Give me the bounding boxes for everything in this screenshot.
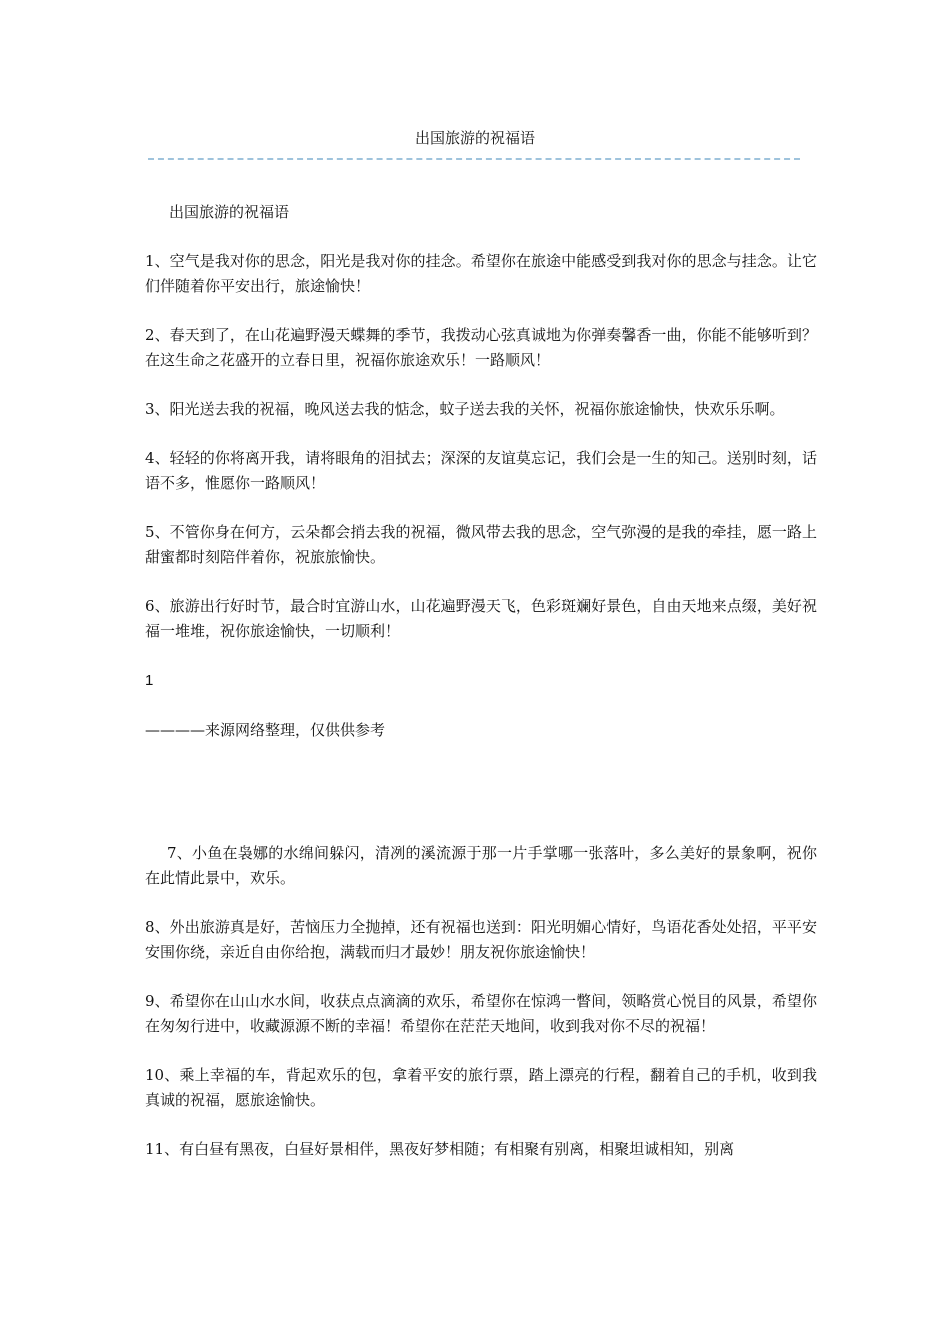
wish-paragraph-7: 7、小鱼在袅娜的水绵间躲闪，清冽的溪流源于那一片手掌哪一张落叶，多么美好的景象啊，祝你在此情此景中，欢乐。 [145,844,817,887]
wish-paragraph-11: 11、有白昼有黑夜，白昼好景相伴，黑夜好梦相随；有相聚有别离，相聚坦诚相知，别离 [145,1140,735,1158]
wish-paragraph-8: 8、外出旅游真是好，苦恼压力全抛掉，还有祝福也送到：阳光明媚心情好，鸟语花香处处招，平平安安围你绕，亲近自由你给抱，满载而归才最妙！朋友祝你旅途愉快！ [145,918,817,961]
wish-paragraph-4: 4、轻轻的你将离开我，请将眼角的泪拭去；深深的友谊莫忘记，我们会是一生的知己。送别时刻，话语不多，惟愿你一路顺风！ [145,449,817,492]
page-number: 1 [145,672,154,689]
wish-paragraph-9: 9、希望你在山山水水间，收获点点滴滴的欢乐，希望你在惊鸿一瞥间，领略赏心悦目的风景，希望你在匆匆行进中，收藏源源不断的幸福！希望你在茫茫天地间，收到我对你不尽的祝福！ [145,992,817,1035]
section-heading: 出国旅游的祝福语 [169,203,290,221]
title-divider [148,158,800,160]
page-break [145,743,817,841]
wish-paragraph-3: 3、阳光送去我的祝福，晚风送去我的惦念，蚊子送去我的关怀，祝福你旅途愉快，快欢乐乐啊。 [145,400,785,418]
wish-paragraph-6: 6、旅游出行好时节，最合时宜游山水，山花遍野漫天飞，色彩斑斓好景色，自由天地来点缀，美好祝福一堆堆，祝你旅途愉快，一切顺利！ [145,597,817,640]
wish-paragraph-1: 1、空气是我对你的思念，阳光是我对你的挂念。希望你在旅途中能感受到我对你的思念与挂念。让它们伴随着你平安出行，旅途愉快！ [145,252,817,295]
wish-paragraph-10: 10、乘上幸福的车，背起欢乐的包，拿着平安的旅行票，踏上漂亮的行程，翻着自己的手机，收到我真诚的祝福，愿旅途愉快。 [145,1066,817,1109]
source-note: ————来源网络整理，仅供供参考 [145,721,386,739]
document-body [145,200,817,1186]
wish-paragraph-2: 2、春天到了，在山花遍野漫天蝶舞的季节，我拨动心弦真诚地为你弹奏馨香一曲，你能不能够听到？在这生命之花盛开的立春日里，祝福你旅途欢乐！一路顺风！ [145,326,817,369]
document-title: 出国旅游的祝福语 [414,129,535,147]
wish-paragraph-5: 5、不管你身在何方，云朵都会捎去我的祝福，微风带去我的思念，空气弥漫的是我的牵挂，愿一路上甜蜜都时刻陪伴着你，祝旅旅愉快。 [145,523,817,566]
